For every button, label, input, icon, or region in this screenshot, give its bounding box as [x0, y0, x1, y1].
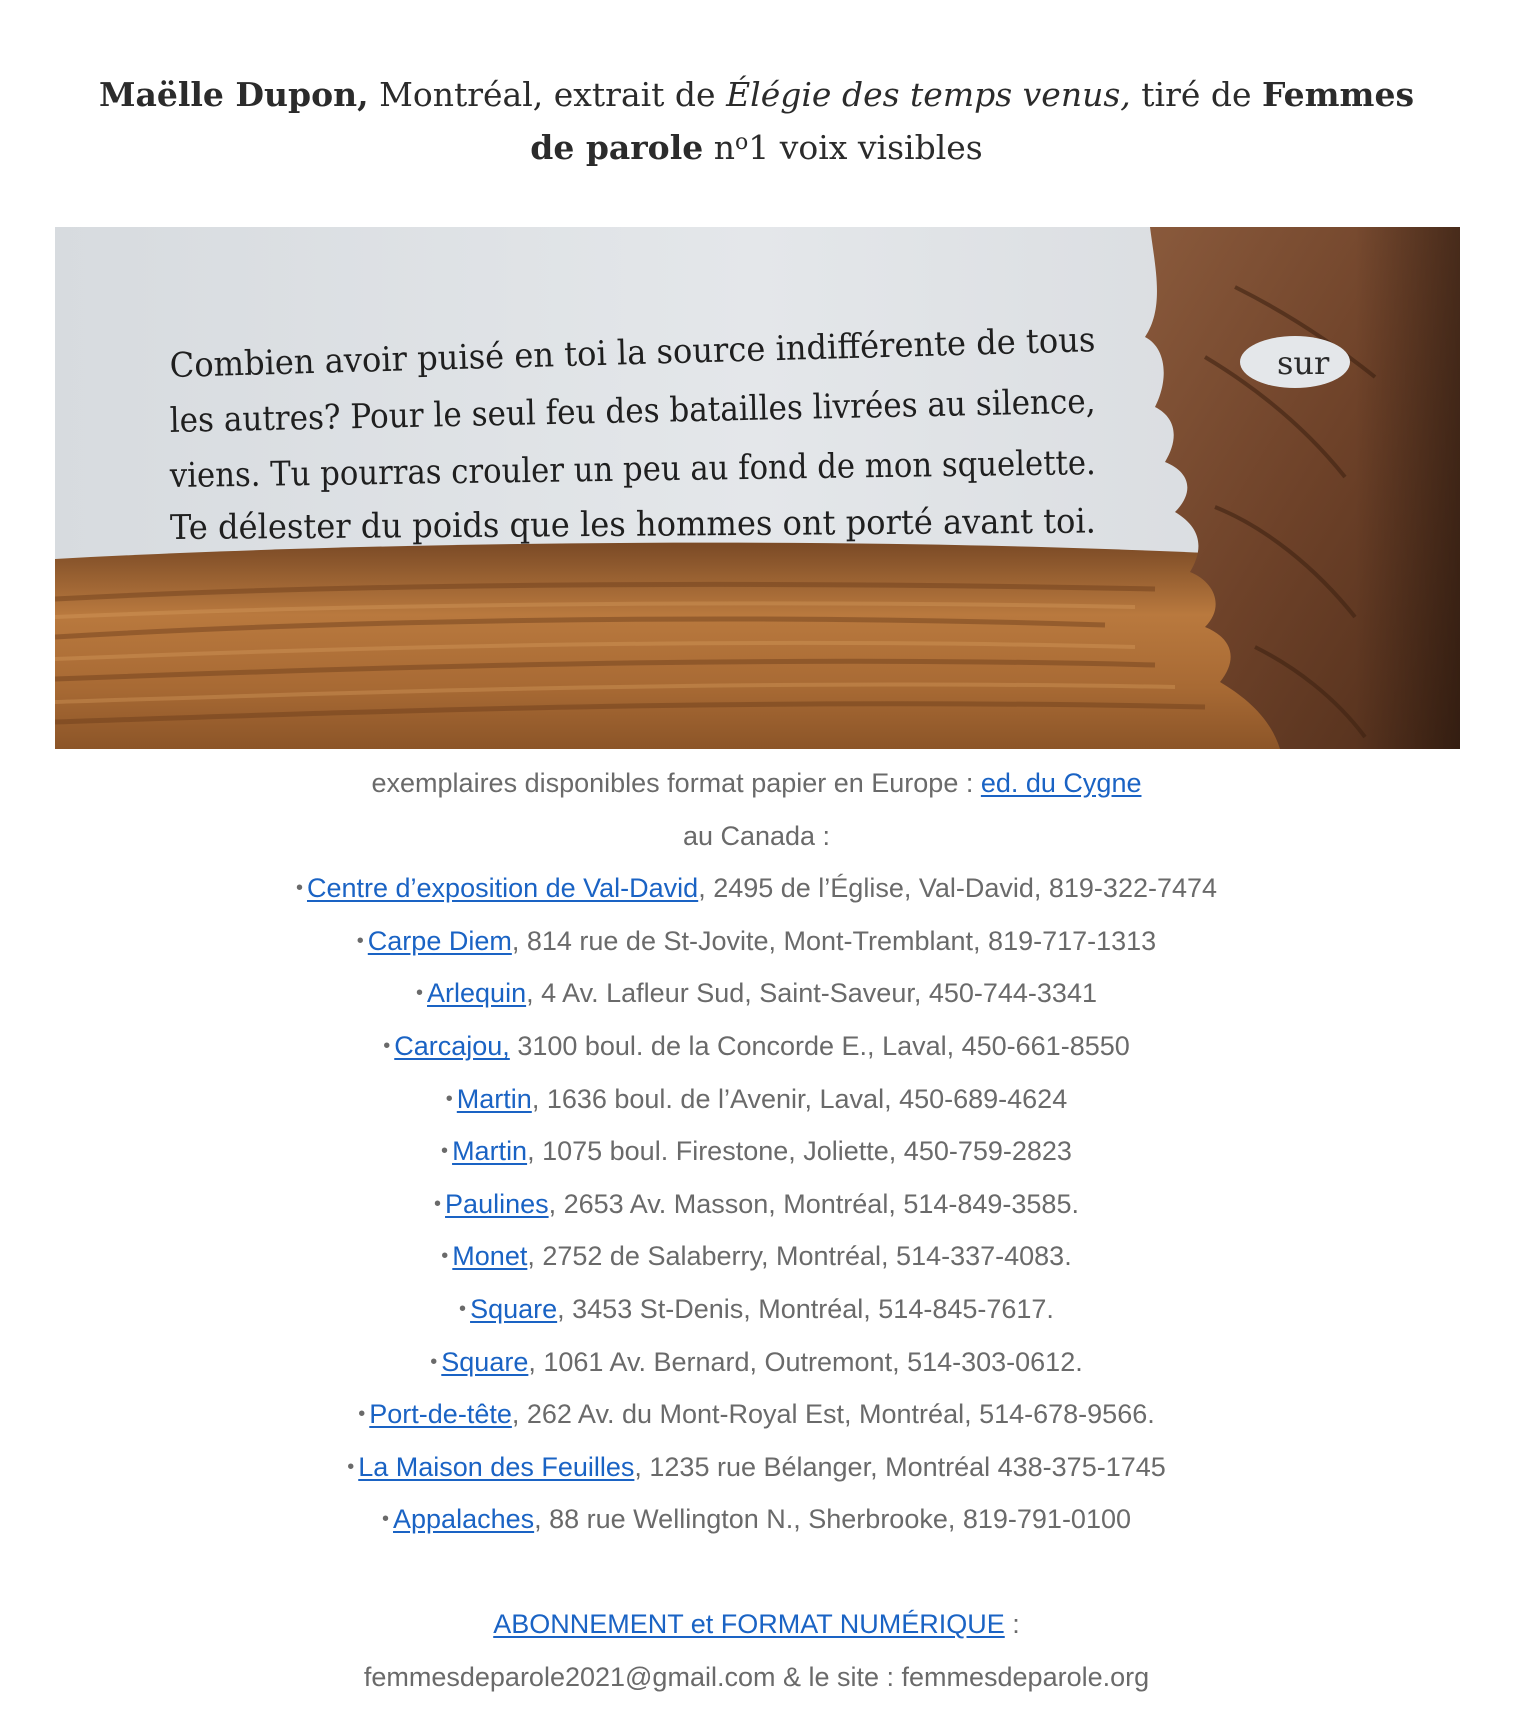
- bullet-icon: •: [445, 1087, 453, 1110]
- store-details: , 2495 de l’Église, Val-David, 819-322-7474: [698, 873, 1218, 904]
- store-list-item: [0, 967, 1513, 1020]
- canada-label: au Canada :: [682, 820, 831, 851]
- subscription-link[interactable]: ABONNEMENT et FORMAT NUMÉRIQUE: [493, 1608, 1005, 1639]
- author-city: Montréal, extrait de: [368, 75, 727, 114]
- store-list-item: [0, 862, 1513, 915]
- store-details: , 2653 Av. Masson, Montréal, 514-849-3585.: [548, 1188, 1079, 1219]
- store-list-item: [0, 1230, 1513, 1283]
- store-details: , 1235 rue Bélanger, Montréal 438-375-1745: [634, 1451, 1166, 1482]
- store-details: 3100 boul. de la Concorde E., Laval, 450-661-8550: [509, 1030, 1130, 1061]
- bullet-icon: •: [347, 1455, 355, 1478]
- bullet-icon: •: [459, 1297, 467, 1320]
- store-link[interactable]: Paulines: [445, 1188, 549, 1219]
- bullet-icon: •: [295, 877, 303, 900]
- store-details: , 3453 St-Denis, Montréal, 514-845-7617.: [557, 1293, 1054, 1324]
- bullet-icon: •: [441, 1140, 449, 1163]
- store-list-item: [0, 1178, 1513, 1231]
- work-title: Élégie des temps venus,: [726, 75, 1131, 114]
- store-link[interactable]: Arlequin: [427, 978, 527, 1009]
- store-link[interactable]: Appalaches: [393, 1504, 535, 1535]
- poem-photo: [55, 227, 1460, 749]
- store-list-item: [0, 1336, 1513, 1389]
- bullet-icon: •: [356, 929, 364, 952]
- store-link[interactable]: Monet: [452, 1241, 528, 1272]
- store-list-item: [0, 915, 1513, 968]
- store-list-item: [0, 1283, 1513, 1336]
- store-details: , 262 Av. du Mont-Royal Est, Montréal, 514-678-9566.: [511, 1399, 1155, 1430]
- store-list-item: [0, 1493, 1513, 1546]
- store-link[interactable]: Carcajou,: [394, 1030, 510, 1061]
- bullet-icon: •: [434, 1192, 442, 1215]
- poem-line-3: viens. Tu pourras crouler un peu au fond de mon squelette.: [169, 441, 1196, 496]
- store-link[interactable]: Centre d’exposition de Val-David: [306, 873, 699, 904]
- availability-section: [0, 757, 1513, 1703]
- publication-title: Femmes de parole: [530, 75, 1415, 167]
- bullet-icon: •: [441, 1245, 449, 1268]
- store-list-item: [0, 1020, 1513, 1073]
- store-list-item: [0, 1073, 1513, 1126]
- bullet-icon: •: [358, 1403, 366, 1426]
- store-list-item: [0, 1388, 1513, 1441]
- store-details: , 4 Av. Lafleur Sud, Saint-Saveur, 450-744-3341: [526, 978, 1097, 1009]
- store-details: , 1636 boul. de l’Avenir, Laval, 450-689-4624: [531, 1083, 1068, 1114]
- issue-label: 1 voix visibles: [748, 128, 983, 167]
- bullet-icon: •: [416, 982, 424, 1005]
- store-details: , 1075 boul. Firestone, Joliette, 450-759-2823: [527, 1136, 1072, 1167]
- poem-line-4: Te délester du poids que les hommes ont porté avant toi.: [169, 501, 1151, 548]
- store-link[interactable]: Martin: [452, 1136, 528, 1167]
- poem-line-2: les autres? Pour le seul feu des batailles livrées au silence,: [169, 379, 1185, 441]
- poem-line-1: Combien avoir puisé en toi la source indifférente de tous: [169, 318, 1151, 386]
- bullet-icon: •: [383, 1034, 391, 1057]
- bullet-icon: •: [382, 1508, 390, 1531]
- issue-prefix: n: [703, 128, 735, 167]
- store-link[interactable]: Martin: [456, 1083, 532, 1114]
- store-details: , 2752 de Salaberry, Montréal, 514-337-4083.: [527, 1241, 1072, 1272]
- author-name: Maëlle Dupon,: [98, 75, 369, 114]
- store-link[interactable]: Square: [441, 1346, 529, 1377]
- store-list-item: [0, 1441, 1513, 1494]
- store-list: [0, 862, 1513, 1546]
- issue-superscript: o: [734, 130, 749, 155]
- article-header: [90, 68, 1423, 174]
- store-link[interactable]: Port-de-tête: [369, 1399, 512, 1430]
- from-label: tiré de: [1130, 75, 1263, 114]
- store-link[interactable]: Square: [470, 1293, 558, 1324]
- subscription-line: [0, 1598, 1513, 1651]
- publisher-link[interactable]: ed. du Cygne: [980, 768, 1142, 798]
- peek-text: sur: [1277, 344, 1330, 382]
- store-list-item: [0, 1125, 1513, 1178]
- store-details: , 88 rue Wellington N., Sherbrooke, 819-791-0100: [534, 1504, 1131, 1535]
- bullet-icon: •: [430, 1350, 438, 1373]
- europe-line: [0, 757, 1513, 810]
- store-details: , 1061 Av. Bernard, Outremont, 514-303-0612.: [528, 1346, 1083, 1377]
- contact-line: femmesdeparole2021@gmail.com & le site : femmesdeparole.org: [363, 1661, 1150, 1692]
- subscription-suffix: :: [1004, 1608, 1020, 1639]
- europe-text: exemplaires disponibles format papier en Europe :: [371, 768, 981, 798]
- store-link[interactable]: La Maison des Feuilles: [358, 1451, 635, 1482]
- store-link[interactable]: Carpe Diem: [367, 925, 512, 956]
- store-details: , 814 rue de St-Jovite, Mont-Tremblant, 819-717-1313: [511, 925, 1157, 956]
